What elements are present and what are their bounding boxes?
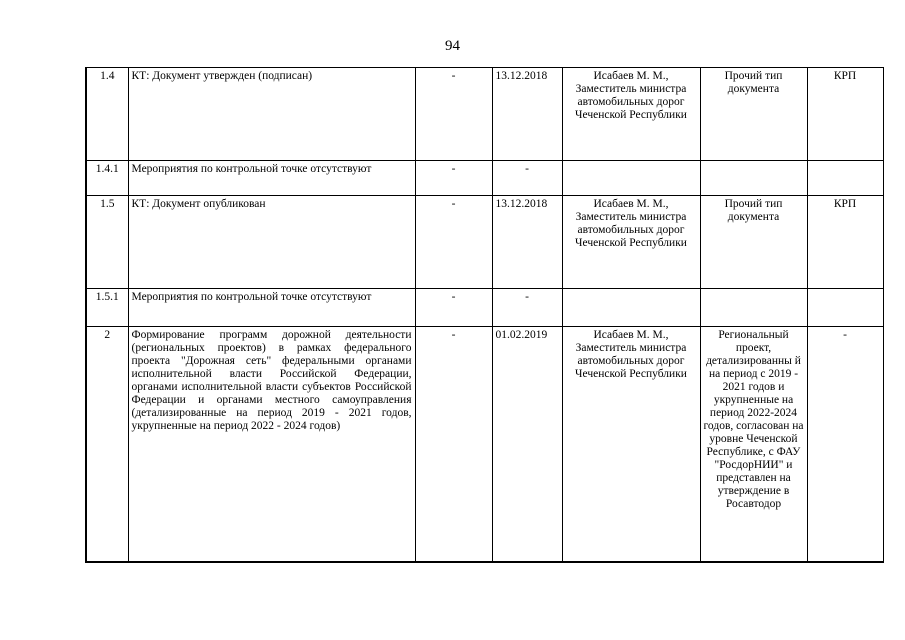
row-name: Мероприятия по контрольной точке отсутствуют	[128, 289, 415, 327]
table-row	[86, 327, 883, 563]
row-responsible	[562, 289, 700, 327]
row-number: 1.5.1	[86, 289, 128, 327]
row-doc-type: Прочий тип документа	[700, 196, 807, 289]
row-number: 1.4.1	[86, 161, 128, 196]
row-start-date: -	[415, 161, 492, 196]
row-end-date: -	[492, 289, 562, 327]
row-start-date: -	[415, 196, 492, 289]
row-number: 1.4	[86, 68, 128, 161]
row-name: Мероприятия по контрольной точке отсутствуют	[128, 161, 415, 196]
row-name: КТ: Документ опубликован	[128, 196, 415, 289]
row-responsible: Исабаев М. М., Заместитель министра автомобильных дорог Чеченской Республики	[562, 327, 700, 563]
table-row	[86, 289, 883, 327]
table-row	[86, 68, 883, 161]
table-row	[86, 196, 883, 289]
row-doc-type: Прочий тип документа	[700, 68, 807, 161]
row-start-date: -	[415, 68, 492, 161]
row-end-date: 01.02.2019	[492, 327, 562, 563]
row-doc-type: Региональный проект, детализированны й на период с 2019 - 2021 годов и укрупненные на период 2022-2024 годов, согласован на уровне Чеченской Республике, с ФАУ "РосдорНИИ" и представлен на утверждение в Росавтодор	[700, 327, 807, 563]
row-doc-type	[700, 289, 807, 327]
row-control-level	[807, 289, 883, 327]
row-control-level: -	[807, 327, 883, 563]
row-control-level: КРП	[807, 196, 883, 289]
row-start-date: -	[415, 327, 492, 563]
row-name: КТ: Документ утвержден (подписан)	[128, 68, 415, 161]
table-row	[86, 161, 883, 196]
page-number: 94	[445, 38, 460, 54]
row-doc-type	[700, 161, 807, 196]
row-number: 1.5	[86, 196, 128, 289]
row-control-level: КРП	[807, 68, 883, 161]
plan-table	[85, 67, 884, 563]
row-end-date: 13.12.2018	[492, 196, 562, 289]
row-responsible: Исабаев М. М., Заместитель министра автомобильных дорог Чеченской Республики	[562, 68, 700, 161]
row-end-date: -	[492, 161, 562, 196]
row-start-date: -	[415, 289, 492, 327]
row-number: 2	[86, 327, 128, 563]
row-end-date: 13.12.2018	[492, 68, 562, 161]
row-control-level	[807, 161, 883, 196]
row-responsible	[562, 161, 700, 196]
row-responsible: Исабаев М. М., Заместитель министра автомобильных дорог Чеченской Республики	[562, 196, 700, 289]
row-name: Формирование программ дорожной деятельности (региональных проектов) в рамках федерального проекта "Дорожная сеть" федеральными органами исполнительной власти Российской Федерации, органами исполнительной власти субъектов Российской Федерации и органами местного самоуправления (детализированные на период 2019 - 2021 годов, укрупненные на период 2022 - 2024 годов)	[128, 327, 415, 563]
